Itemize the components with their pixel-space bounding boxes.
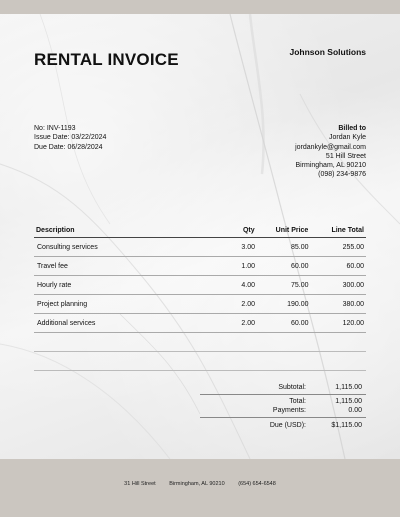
client-name: Jordan Kyle: [329, 134, 366, 142]
subtotal-value: 1,115.00: [335, 383, 362, 391]
payments-label: Payments:: [272, 407, 306, 414]
total-payments-row: [200, 395, 366, 418]
payments-value: 0.00: [348, 407, 362, 414]
billed-to-heading: Billed to: [338, 125, 366, 132]
issue-date-label: Issue Date:: [34, 134, 70, 142]
totals-block: [200, 380, 366, 432]
invoice-title: RENTAL INVOICE: [34, 50, 179, 69]
header-line-total: Line Total: [331, 226, 364, 234]
empty-table-row: [34, 333, 366, 352]
billed-to: [295, 124, 366, 180]
due-date: 06/28/2024: [67, 143, 103, 151]
row-unit-price: 75.00: [290, 281, 309, 289]
total-row: [216, 397, 366, 406]
table-row: [34, 238, 366, 257]
amount-due-row: [200, 418, 366, 432]
table-row: [34, 295, 366, 314]
row-unit-price: 85.00: [290, 243, 309, 251]
client-email: jordankyle@gmail.com: [295, 143, 366, 151]
row-line-total: 255.00: [342, 243, 364, 251]
footer: [0, 481, 400, 487]
row-description: Travel fee: [37, 262, 68, 270]
issue-date-row: [34, 133, 106, 142]
empty-table-row: [34, 352, 366, 371]
subtotal-row: [200, 380, 366, 395]
row-description: Hourly rate: [37, 281, 72, 289]
header-qty: Qty: [242, 226, 255, 234]
row-line-total: 300.00: [342, 281, 364, 289]
table-header: [34, 223, 366, 238]
header-unit-price: Unit Price: [275, 226, 309, 234]
invoice-number-row: [34, 124, 106, 133]
total-value: 1,115.00: [335, 398, 362, 405]
table-row: [34, 314, 366, 333]
row-description: Additional services: [37, 319, 96, 327]
due-date-label: Due Date:: [34, 143, 66, 151]
client-street: 51 Hill Street: [325, 152, 366, 160]
subtotal-label: Subtotal:: [278, 383, 306, 391]
header-description: Description: [36, 226, 75, 234]
row-qty: 3.00: [241, 243, 255, 251]
table-row: [34, 257, 366, 276]
payments-row: [216, 406, 366, 415]
company-name: Johnson Solutions: [289, 47, 366, 57]
line-items-table: [34, 223, 366, 371]
row-line-total: 60.00: [346, 262, 364, 270]
invoice-number-label: No:: [34, 125, 45, 132]
row-qty: 1.00: [241, 262, 255, 270]
due-value: $1,115.00: [331, 421, 362, 429]
row-line-total: 120.00: [342, 319, 364, 327]
due-label: Due (USD):: [269, 421, 306, 429]
row-unit-price: 60.00: [290, 319, 309, 327]
footer-street: 31 Hill Street: [124, 481, 156, 487]
row-qty: 2.00: [241, 300, 255, 308]
row-unit-price: 60.00: [290, 262, 309, 270]
issue-date: 03/22/2024: [71, 134, 107, 142]
due-date-row: [34, 143, 106, 152]
client-city: Birmingham, AL 90210: [295, 162, 366, 170]
footer-phone: (654) 654-6548: [238, 481, 276, 487]
row-description: Consulting services: [37, 243, 98, 251]
row-description: Project planning: [37, 300, 88, 308]
client-phone: (098) 234-9876: [318, 171, 366, 179]
row-line-total: 380.00: [342, 300, 364, 308]
table-row: [34, 276, 366, 295]
row-qty: 2.00: [241, 319, 255, 327]
row-unit-price: 190.00: [287, 300, 309, 308]
invoice-sheet: [0, 14, 400, 459]
invoice-number: INV-1193: [46, 125, 76, 132]
row-qty: 4.00: [241, 281, 255, 289]
invoice-meta: [34, 124, 106, 152]
total-label: Total:: [289, 398, 306, 405]
footer-city: Birmingham, AL 90210: [169, 481, 225, 487]
